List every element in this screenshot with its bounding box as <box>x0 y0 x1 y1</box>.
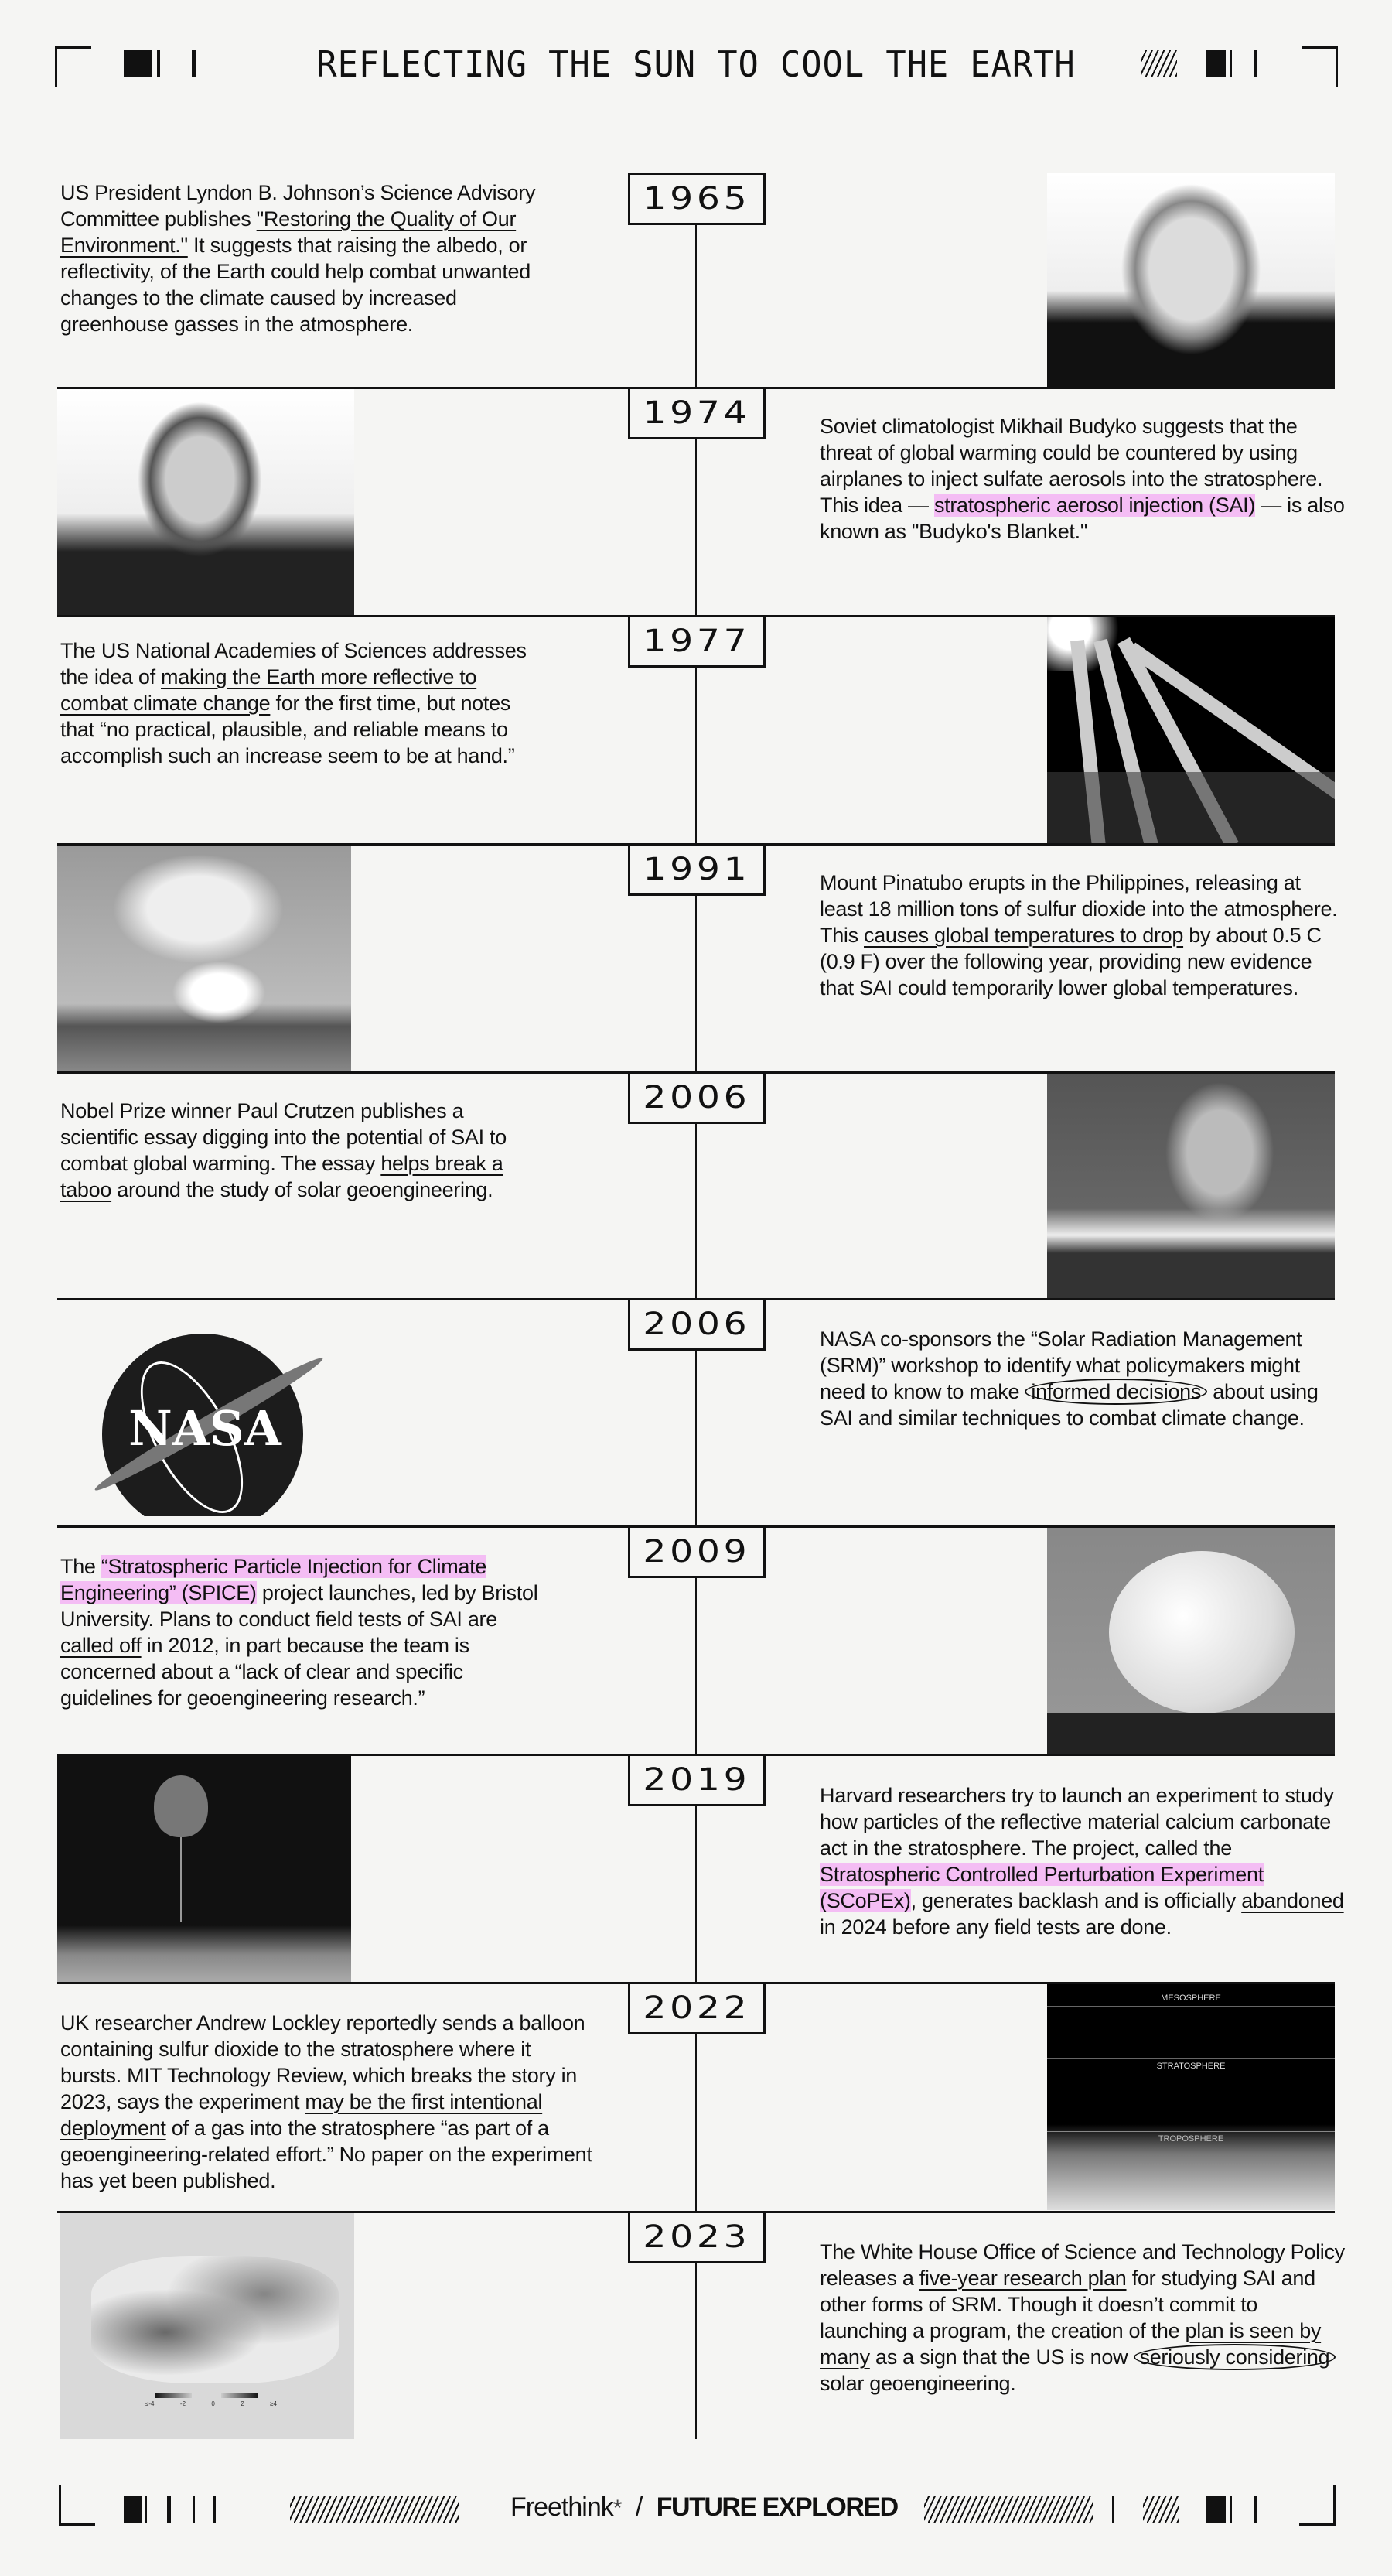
freethink-asterisk-icon: * <box>612 2496 622 2521</box>
event-text-2019: Harvard researchers try to launch an experiment to study how particles of the reflective material calcium carbonate act in the stratosphere. The project, called the Stratospheric Controlled Perturbation Experiment (SCoPEx), generates backlash and is officially abandoned in 2024 before any field tests are done. <box>820 1784 1344 1939</box>
freethink-brand: Freethink <box>510 2492 613 2522</box>
decor-bar <box>1112 2496 1114 2523</box>
link-making-earth-reflective[interactable]: making the Earth more reflective to combat climate change <box>60 665 477 715</box>
corner-bracket-bottom-left <box>59 2485 95 2526</box>
event-text-1974: Soviet climatologist Mikhail Budyko suggests that the threat of global warming could be countered by using airplanes to inject sulfate aerosols into the stratosphere. This idea — stratospheric aerosol injection (SAI) — is also known as "Budyko's Blanket." <box>820 415 1345 543</box>
decor-bar <box>193 2496 195 2523</box>
decor-bar <box>1230 50 1232 77</box>
event-text-1991: Mount Pinatubo erupts in the Philippines, releasing at least 18 million tons of sulfur dioxide into the atmosphere. This causes global temperatures to drop by about 0.5 C (0.9 F) over the following year, providing new evidence that SAI could temporarily lower global temperatures. <box>820 871 1338 999</box>
year-badge-2009: 2009 <box>628 1525 766 1578</box>
year-badge-1974: 1974 <box>628 387 766 439</box>
highlight-scopex: Stratospheric Controlled Perturbation Experiment (SCoPEx) <box>820 1863 1264 1912</box>
decor-bar <box>213 2496 216 2523</box>
corner-bracket-top-right <box>1302 46 1338 87</box>
nasa-logo-text: NASA <box>128 1400 281 1457</box>
year-badge-1977: 1977 <box>628 615 766 668</box>
portrait-mikhail-budyko <box>57 389 354 615</box>
event-text-2006-crutzen: Nobel Prize winner Paul Crutzen publishes a scientific essay digging into the potential of SAI to combat global warming. The essay helps break a taboo around the study of solar geoengineering. <box>60 1099 507 1201</box>
portrait-paul-crutzen <box>1047 1074 1335 1298</box>
atmosphere-layers-diagram: MESOSPHERE STRATOSPHERE TROPOSPHERE <box>1047 1984 1335 2210</box>
highlight-sai: stratospheric aerosol injection (SAI) <box>933 494 1256 517</box>
high-altitude-balloon <box>57 1756 351 1982</box>
year-badge-2006a: 2006 <box>628 1071 766 1124</box>
link-called-off[interactable]: called off <box>60 1634 142 1657</box>
year-badge-2006b: 2006 <box>628 1298 766 1351</box>
event-text-1977: The US National Academies of Sciences addresses the idea of making the Earth more reflective to combat climate change for the first time, but notes that “no practical, plausible, and reliable means to accomplish such an increase seem to be at hand.” <box>60 639 527 767</box>
year-badge-2023: 2023 <box>628 2211 766 2263</box>
link-restoring-quality[interactable]: "Restoring the Quality of Our Environment." <box>60 207 517 257</box>
decor-hatch <box>1143 2496 1179 2523</box>
decor-bar <box>1230 2496 1232 2523</box>
event-text-2006-nasa: NASA co-sponsors the “Solar Radiation Management (SRM)” workshop to identify what policymakers might need to know to make informed decisions about using SAI and similar techniques to combat climate change. <box>820 1327 1319 1430</box>
link-informed-decisions[interactable]: informed decisions <box>1025 1379 1207 1405</box>
decor-bar <box>145 2496 147 2523</box>
link-break-taboo[interactable]: helps break a taboo <box>60 1152 503 1201</box>
event-text-1965: US President Lyndon B. Johnson’s Science Advisory Committee publishes "Restoring the Quality of Our Environment." It suggests that raising the albedo, or reflectivity, of the Earth could help combat unwanted changes to the climate caused by increased greenhouse gasses in the atmosphere. <box>60 181 536 336</box>
world-temperature-map: ≤-4 -2 0 2 ≥4 <box>60 2213 354 2439</box>
link-first-deployment[interactable]: may be the first intentional deployment <box>60 2090 543 2140</box>
decor-bar <box>167 2496 171 2523</box>
year-badge-2019: 2019 <box>628 1754 766 1806</box>
event-text-2009: The “Stratospheric Particle Injection for Climate Engineering” (SPICE) project launches, led by Bristol University. Plans to conduct field tests of SAI are called off in 2012, in part because the team is concerned about a “lack of clear and specific guidelines for geoengineering research.” <box>60 1555 538 1710</box>
decor-bar <box>1254 50 1257 77</box>
nasa-logo <box>85 1315 333 1516</box>
page-title: REFLECTING THE SUN TO COOL THE EARTH <box>316 43 1076 85</box>
footer-logo <box>510 2492 898 2523</box>
year-badge-2022: 2022 <box>628 1982 766 2034</box>
decor-hatch <box>1141 50 1177 77</box>
year-badge-1965: 1965 <box>628 173 766 225</box>
decor-block <box>1206 50 1226 77</box>
link-seriously-considering[interactable]: seriously considering <box>1134 2344 1336 2370</box>
event-text-2023: The White House Office of Science and Technology Policy releases a five-year research plan for studying SAI and other forms of SRM. Though it doesn’t commit to launching a program, the creation of the plan is seen by many as a sign that the US is now seriously considering solar geoengineering. <box>820 2240 1345 2395</box>
decor-hatch <box>924 2496 1093 2523</box>
year-badge-1991: 1991 <box>628 843 766 896</box>
decor-block <box>1206 2496 1226 2523</box>
link-five-year-plan[interactable]: five-year research plan <box>919 2267 1127 2290</box>
highlight-spice: “Stratospheric Particle Injection for Climate Engineering” (SPICE) <box>60 1555 487 1604</box>
portrait-lyndon-b-johnson <box>1047 173 1335 387</box>
corner-bracket-bottom-right <box>1299 2485 1336 2526</box>
link-temperatures-drop[interactable]: causes global temperatures to drop <box>864 924 1184 947</box>
logo-separator: / <box>635 2492 643 2522</box>
event-text-2022: UK researcher Andrew Lockley reportedly sends a balloon containing sulfur dioxide to the stratosphere where it bursts. MIT Technology Review, which breaks the story in 2023, says the experiment may be the first intentional deployment of a gas into the stratosphere “as part of a geoengineering-related effort.” No paper on the experiment has yet been published. <box>60 2011 592 2192</box>
decor-block <box>124 2496 142 2523</box>
link-plan-seen[interactable]: plan is seen by many <box>820 2319 1322 2369</box>
link-abandoned[interactable]: abandoned <box>1241 1889 1344 1912</box>
tethered-balloon-aerostat <box>1047 1528 1335 1754</box>
decor-hatch <box>290 2496 459 2523</box>
future-explored-brand: FUTURE EXPLORED <box>656 2492 898 2522</box>
sun-rays-reflection-illustration <box>1047 617 1335 843</box>
decor-bar <box>1254 2496 1257 2523</box>
volcano-eruption-cloud <box>57 846 351 1071</box>
